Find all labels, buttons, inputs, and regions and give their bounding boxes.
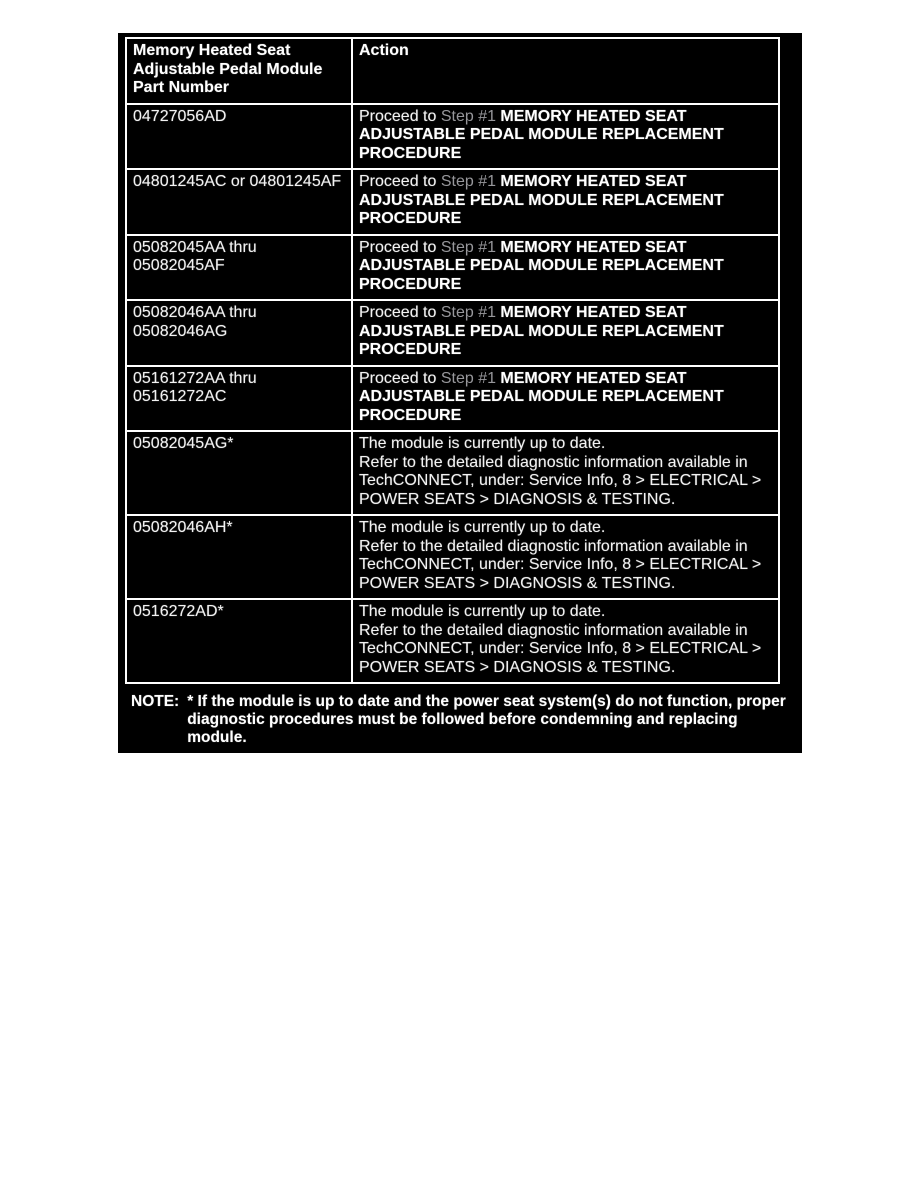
- table-row: [126, 104, 779, 170]
- table-row: [126, 169, 779, 235]
- table-row: [126, 366, 779, 432]
- note-label: NOTE:: [131, 693, 180, 710]
- procedure-name: MEMORY HEATED SEAT ADJUSTABLE PEDAL MODULE REPLACEMENT PROCEDURE: [359, 238, 724, 293]
- step-1-link[interactable]: Step #1: [440, 173, 496, 190]
- part-number-cell: 05082045AA thru 05082045AF: [126, 235, 352, 301]
- table-row: [126, 431, 779, 515]
- step-1-link[interactable]: Step #1: [440, 369, 496, 387]
- action-cell: [352, 366, 779, 432]
- part-number-cell: 0516272AD*: [126, 599, 352, 683]
- up-to-date-text: The module is currently up to date.: [359, 519, 606, 536]
- action-cell: [352, 431, 779, 515]
- part-number-cell: 04727056AD: [126, 104, 352, 170]
- footnote: [131, 693, 799, 747]
- table-row: [126, 599, 779, 683]
- up-to-date-text: The module is currently up to date.: [359, 603, 606, 620]
- procedure-name: MEMORY HEATED SEAT ADJUSTABLE PEDAL MODULE REPLACEMENT PROCEDURE: [359, 173, 724, 227]
- table-row: [126, 515, 779, 599]
- diagnostic-reference-text: Refer to the detailed diagnostic information available in TechCONNECT, under: Service Info, 8 > ELECTRICAL > POWER SEATS > DIAGNOSIS & TESTING.: [359, 537, 762, 592]
- proceed-text: Proceed to: [359, 304, 441, 321]
- module-part-number-table: [125, 37, 780, 684]
- procedure-name: MEMORY HEATED SEAT ADJUSTABLE PEDAL MODULE REPLACEMENT PROCEDURE: [359, 369, 724, 424]
- table-row: [126, 300, 779, 366]
- part-number-cell: 05082046AH*: [126, 515, 352, 599]
- step-1-link[interactable]: Step #1: [440, 238, 496, 256]
- action-cell: [352, 169, 779, 235]
- up-to-date-text: The module is currently up to date.: [359, 435, 606, 452]
- step-1-link[interactable]: Step #1: [440, 107, 496, 125]
- part-number-cell: 05082045AG*: [126, 431, 352, 515]
- step-1-link[interactable]: Step #1: [440, 304, 496, 321]
- procedure-name: MEMORY HEATED SEAT ADJUSTABLE PEDAL MODULE REPLACEMENT PROCEDURE: [359, 304, 724, 358]
- diagnostic-reference-text: Refer to the detailed diagnostic information available in TechCONNECT, under: Service Info, 8 > ELECTRICAL > POWER SEATS > DIAGNOSIS & TESTING.: [359, 621, 762, 676]
- action-cell: [352, 300, 779, 366]
- procedure-name: MEMORY HEATED SEAT ADJUSTABLE PEDAL MODULE REPLACEMENT PROCEDURE: [359, 107, 724, 162]
- proceed-text: Proceed to: [359, 238, 441, 256]
- part-number-cell: 04801245AC or 04801245AF: [126, 169, 352, 235]
- table-row: [126, 235, 779, 301]
- part-number-cell: 05161272AA thru 05161272AC: [126, 366, 352, 432]
- action-column-header: Action: [352, 38, 779, 104]
- proceed-text: Proceed to: [359, 369, 441, 387]
- header-row: [126, 38, 779, 104]
- scanned-table-panel: [118, 33, 802, 753]
- action-cell: [352, 515, 779, 599]
- part-number-column-header: Memory Heated Seat Adjustable Pedal Module Part Number: [126, 38, 352, 104]
- action-cell: [352, 599, 779, 683]
- action-cell: [352, 235, 779, 301]
- proceed-text: Proceed to: [359, 173, 441, 190]
- part-number-cell: 05082046AA thru 05082046AG: [126, 300, 352, 366]
- diagnostic-reference-text: Refer to the detailed diagnostic information available in TechCONNECT, under: Service Info, 8 > ELECTRICAL > POWER SEATS > DIAGNOSIS & TESTING.: [359, 453, 762, 508]
- action-cell: [352, 104, 779, 170]
- proceed-text: Proceed to: [359, 107, 441, 125]
- note-text: * If the module is up to date and the power seat system(s) do not function, proper diagnostic procedures must be followed before condemning and replacing module.: [187, 693, 786, 746]
